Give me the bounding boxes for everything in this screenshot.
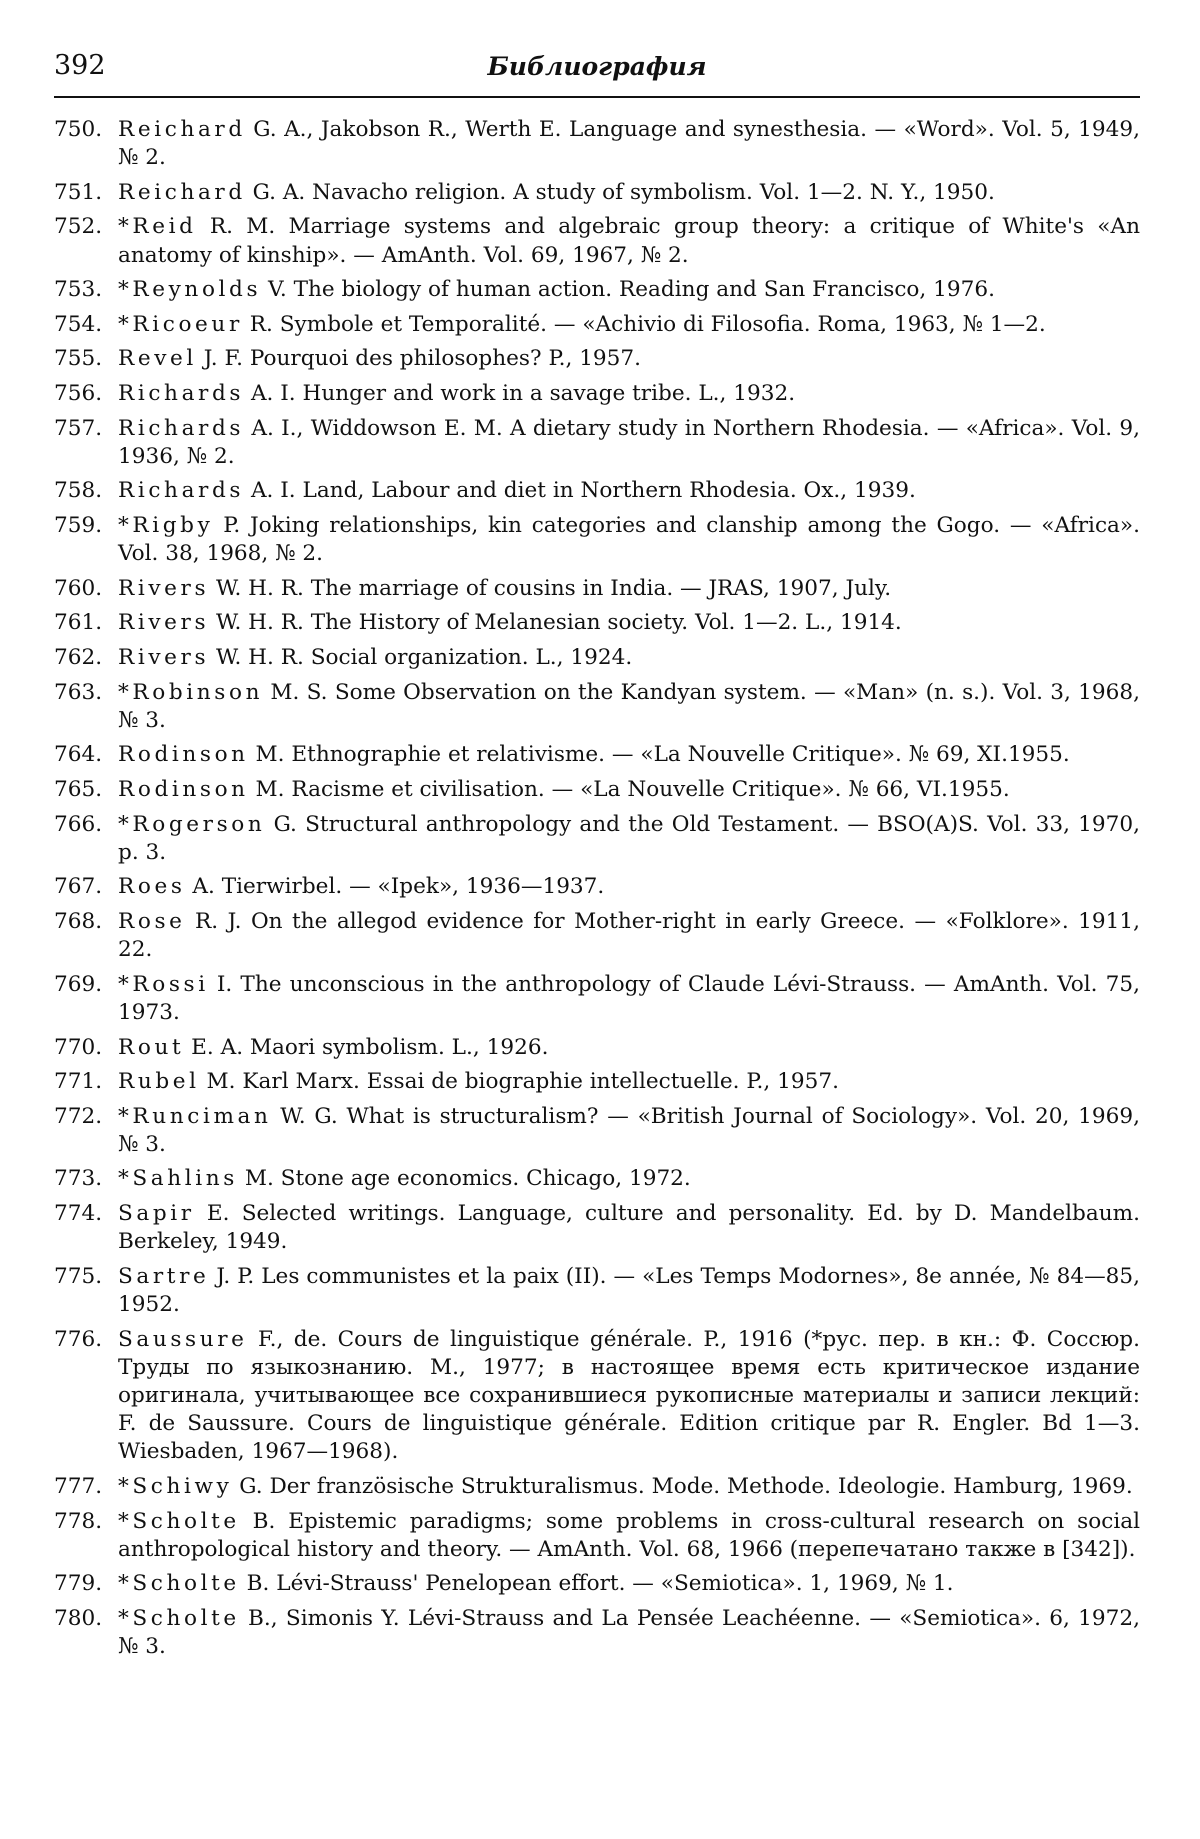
entry-number: 754. — [54, 311, 103, 337]
bibliography-entry — [54, 213, 1140, 269]
entry-citation: A. I., Widdowson E. M. A dietary study in Northern Rhodesia. — «Africa». Vol. 9, 1936, № 2. — [118, 415, 1140, 469]
entry-citation: W. H. R. The History of Melanesian society. Vol. 1—2. L., 1914. — [209, 610, 902, 636]
bibliography-entry — [54, 741, 1140, 769]
entry-author: *Rigby — [118, 512, 214, 538]
entry-author: *Rossi — [118, 971, 209, 997]
entry-author: Roes — [118, 874, 186, 900]
entry-citation: G. Structural anthropology and the Old Testament. — BSO(A)S. Vol. 33, 1970, p. 3. — [118, 811, 1140, 865]
entry-citation: M. S. Some Observation on the Kandyan system. — «Man» (n. s.). Vol. 3, 1968, № 3. — [118, 679, 1140, 733]
entry-author: *Reid — [118, 214, 197, 240]
entry-number: 780. — [54, 1606, 103, 1632]
entry-citation: R. J. On the allegod evidence for Mother-right in early Greece. — «Folklore». 1911, 22. — [118, 908, 1140, 963]
entry-author: Richards — [118, 478, 245, 504]
entry-citation: A. Tierwirbel. — «Ipek», 1936—1937. — [185, 874, 605, 900]
bibliography-entry — [54, 276, 1140, 304]
entry-number: 762. — [54, 644, 103, 670]
bibliography-entry — [54, 873, 1140, 901]
entry-number: 774. — [54, 1201, 103, 1227]
entry-author: *Ricoeur — [118, 311, 243, 337]
bibliography-entry — [54, 776, 1140, 804]
entry-author: *Scholte — [118, 1571, 240, 1597]
entry-author: *Rogerson — [118, 811, 266, 837]
entry-author: *Scholte — [118, 1606, 240, 1632]
running-title: Библиография — [487, 52, 707, 81]
entry-author: *Reynolds — [118, 277, 262, 303]
entry-number: 776. — [54, 1326, 103, 1352]
bibliography-entry — [54, 1263, 1140, 1319]
entry-citation: F., de. Cours de linguistique générale. P., 1916 (*рус. пер. в кн.: Ф. Соссюр. Труды по языкознанию. М., 1977; в настоящее время есть критическое издание оригинала, учитывающее все сохранившиеся рукописные материалы и записи лекций: F. de Saussure. Cours de linguistique générale. Edition critique par R. Engler. Bd 1—3. Wiesbaden, 1967—1968). — [118, 1326, 1140, 1465]
entry-citation: M. Racisme et civilisation. — «La Nouvelle Critique». № 66, VI.1955. — [248, 776, 1010, 802]
entry-number: 756. — [54, 380, 103, 406]
entry-citation: A. I. Hunger and work in a savage tribe. L., 1932. — [244, 380, 796, 406]
entry-citation: J. F. Pourquoi des philosophes? P., 1957. — [196, 346, 642, 372]
bibliography-entry — [54, 575, 1140, 603]
entry-author: Richards — [118, 415, 245, 441]
entry-citation: R. Symbole et Temporalité. — «Achivio di Filosofia. Roma, 1963, № 1—2. — [242, 311, 1046, 337]
entry-citation: V. The biology of human action. Reading and San Francisco, 1976. — [261, 277, 995, 303]
entry-citation: J. P. Les communistes et la paix (II). — «Les Temps Modornes», 8e année, № 84—85, 1952. — [118, 1263, 1140, 1318]
entry-author: Reichard — [118, 117, 246, 142]
entry-citation: M. Stone age economics. Chicago, 1972. — [237, 1166, 691, 1192]
entry-number: 775. — [54, 1263, 103, 1289]
bibliography-entry — [54, 311, 1140, 339]
bibliography-entry — [54, 415, 1140, 471]
entry-number: 769. — [54, 971, 103, 997]
entry-number: 767. — [54, 874, 103, 900]
entry-number: 760. — [54, 575, 103, 601]
bibliography-entry — [54, 609, 1140, 637]
entry-number: 765. — [54, 776, 103, 802]
entry-number: 753. — [54, 277, 103, 303]
bibliography-entry — [54, 644, 1140, 672]
entry-author: Rodinson — [118, 776, 249, 802]
entry-author: Rout — [118, 1034, 185, 1060]
entry-author: Rodinson — [118, 742, 249, 768]
entry-author: Sapir — [118, 1201, 195, 1227]
entry-author: Saussure — [118, 1326, 248, 1352]
entry-citation: W. H. R. The marriage of cousins in India. — JRAS, 1907, July. — [209, 575, 892, 601]
entry-citation: G. A., Jakobson R., Werth E. Language and synesthesia. — «Word». Vol. 5, 1949, № 2. — [118, 117, 1140, 171]
entry-number: 752. — [54, 214, 103, 240]
entry-number: 757. — [54, 415, 103, 441]
bibliography-entry — [54, 512, 1140, 568]
entry-number: 773. — [54, 1166, 103, 1192]
bibliography-entry — [54, 1165, 1140, 1193]
entry-number: 758. — [54, 478, 103, 504]
entry-citation: B. Epistemic paradigms; some problems in cross-cultural research on social anthropological history and theory. — AmAnth. Vol. 68, 1966 (перепечатано также в [342]). — [118, 1508, 1140, 1562]
page-header — [54, 42, 1140, 86]
entry-citation: M. Karl Marx. Essai de biographie intellectuelle. P., 1957. — [199, 1069, 839, 1095]
entry-author: *Runciman — [118, 1103, 272, 1129]
bibliography-entry — [54, 1103, 1140, 1159]
entry-number: 768. — [54, 908, 103, 934]
entry-number: 778. — [54, 1508, 103, 1534]
entry-number: 763. — [54, 679, 103, 705]
bibliography-entry — [54, 477, 1140, 505]
bibliography-entry — [54, 811, 1140, 867]
entry-author: *Scholte — [118, 1508, 240, 1534]
bibliography-list — [54, 116, 1140, 1661]
entry-author: Rivers — [118, 644, 210, 670]
bibliography-entry — [54, 1034, 1140, 1062]
entry-author: Rose — [118, 908, 186, 934]
bibliography-entry — [54, 179, 1140, 207]
entry-author: Richards — [118, 380, 245, 406]
bibliography-entry — [54, 1605, 1140, 1661]
entry-author: Sartre — [118, 1263, 210, 1289]
bibliography-entry — [54, 116, 1140, 172]
bibliography-entry — [54, 1570, 1140, 1598]
entry-number: 764. — [54, 742, 103, 768]
entry-author: Reichard — [118, 179, 246, 205]
bibliography-entry — [54, 971, 1140, 1027]
entry-citation: E. Selected writings. Language, culture and personality. Ed. by D. Mandelbaum. Berkeley, 1949. — [118, 1201, 1140, 1255]
page-number: 392 — [54, 50, 106, 81]
entry-citation: B., Simonis Y. Lévi-Strauss and La Pensée Leachéenne. — «Semiotica». 6, 1972, № 3. — [118, 1606, 1140, 1660]
bibliography-entry — [54, 345, 1140, 373]
entry-citation: W. G. What is structuralism? — «British Journal of Sociology». Vol. 20, 1969, № 3. — [118, 1103, 1140, 1157]
entry-author: *Sahlins — [118, 1166, 238, 1192]
entry-citation: W. H. R. Social organization. L., 1924. — [209, 644, 633, 670]
bibliography-entry — [54, 380, 1140, 408]
bibliography-entry — [54, 679, 1140, 735]
bibliography-entry — [54, 908, 1140, 964]
entry-author: Rivers — [118, 610, 210, 636]
entry-citation: G. A. Navacho religion. A study of symbolism. Vol. 1—2. N. Y., 1950. — [245, 179, 995, 205]
entry-number: 779. — [54, 1571, 103, 1597]
entry-number: 755. — [54, 346, 103, 372]
entry-author: *Robinson — [118, 679, 264, 705]
header-rule — [54, 96, 1140, 98]
entry-number: 761. — [54, 610, 103, 636]
entry-number: 766. — [54, 811, 103, 837]
entry-number: 770. — [54, 1034, 103, 1060]
bibliography-entry — [54, 1068, 1140, 1096]
entry-citation: G. Der französische Strukturalismus. Mode. Methode. Ideologie. Hamburg, 1969. — [232, 1474, 1133, 1500]
entry-number: 751. — [54, 179, 103, 205]
bibliography-entry — [54, 1473, 1140, 1501]
bibliography-entry — [54, 1326, 1140, 1467]
entry-number: 771. — [54, 1069, 103, 1095]
entry-number: 759. — [54, 512, 103, 538]
entry-citation: A. I. Land, Labour and diet in Northern Rhodesia. Ox., 1939. — [244, 478, 916, 504]
entry-citation: R. M. Marriage systems and algebraic group theory: a critique of White's «An anatomy of kinship». — AmAnth. Vol. 69, 1967, № 2. — [118, 214, 1140, 268]
bibliography-entry — [54, 1200, 1140, 1256]
entry-citation: B. Lévi-Strauss' Penelopean effort. — «Semiotica». 1, 1969, № 1. — [239, 1571, 954, 1597]
entry-citation: P. Joking relationships, kin categories and clanship among the Gogo. — «Africa». Vol. 38, 1968, № 2. — [118, 512, 1140, 567]
entry-author: *Schiwy — [118, 1474, 233, 1500]
entry-author: Rubel — [118, 1069, 200, 1095]
entry-number: 750. — [54, 117, 103, 142]
entry-number: 772. — [54, 1103, 103, 1129]
entry-number: 777. — [54, 1474, 103, 1500]
entry-citation: E. A. Maori symbolism. L., 1926. — [184, 1034, 549, 1060]
entry-author: Revel — [118, 346, 197, 372]
entry-citation: M. Ethnographie et relativisme. — «La Nouvelle Critique». № 69, XI.1955. — [248, 742, 1070, 768]
bibliography-entry — [54, 1508, 1140, 1564]
entry-author: Rivers — [118, 575, 210, 601]
entry-citation: I. The unconscious in the anthropology of Claude Lévi-Strauss. — AmAnth. Vol. 75, 1973. — [118, 971, 1140, 1025]
